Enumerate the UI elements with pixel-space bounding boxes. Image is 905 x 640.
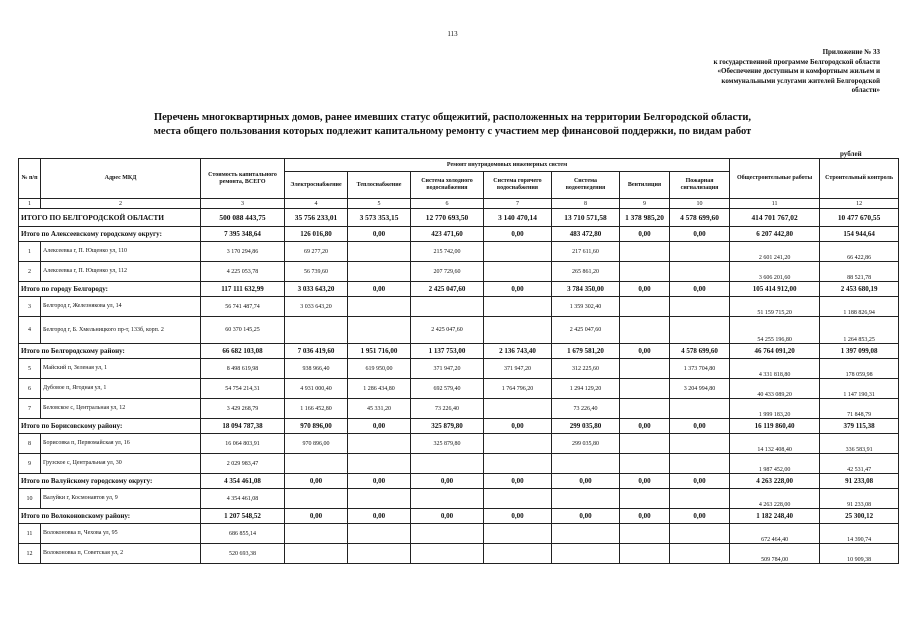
row-value [348,489,411,509]
row-number: 3 [19,297,41,317]
group-total-value: 66 682 103,08 [201,344,285,359]
row-address: Алексеевка г, П. Ющенко ул, 112 [41,262,201,282]
row-value: 42 531,47 [820,454,899,474]
table-row [19,454,899,474]
row-address: Алексеевка г, П. Ющенко ул, 110 [41,242,201,262]
row-value: 1 373 704,80 [670,359,730,379]
row-value: 4 354 461,08 [201,489,285,509]
row-value: 1 987 452,00 [730,454,820,474]
row-value: 16 064 803,91 [201,434,285,454]
row-value: 3 429 268,79 [201,399,285,419]
row-address: Майский п, Зеленая ул, 1 [41,359,201,379]
appendix-line: области» [851,86,880,94]
row-value: 619 950,00 [348,359,411,379]
table-row [19,242,899,262]
grand-total-label: ИТОГО ПО БЕЛГОРОДСКОЙ ОБЛАСТИ [19,209,201,227]
row-value: 4 331 818,80 [730,359,820,379]
group-total-value: 7 036 419,60 [285,344,348,359]
column-number: 6 [411,199,484,209]
houses-table [18,158,899,564]
group-total-value: 25 300,12 [820,509,899,524]
row-value: 3 606 201,60 [730,262,820,282]
row-value: 686 855,14 [201,524,285,544]
group-total-label: Итого по Борисовскому району: [19,419,201,434]
group-total-value: 6 207 442,80 [730,227,820,242]
row-value: 4 931 000,40 [285,379,348,399]
row-value [411,297,484,317]
row-value: 1 359 302,40 [552,297,620,317]
group-total-value: 0,00 [484,282,552,297]
group-total-value: 0,00 [552,474,620,489]
header-vent: Вентиляция [620,172,670,199]
group-total-value: 7 395 348,64 [201,227,285,242]
row-value: 45 331,20 [348,399,411,419]
group-total-value: 0,00 [670,282,730,297]
column-number: 3 [201,199,285,209]
row-number: 12 [19,544,41,564]
group-total-value: 4 354 461,08 [201,474,285,489]
grand-total-value: 10 477 670,55 [820,209,899,227]
row-value: 71 848,79 [820,399,899,419]
row-value [484,544,552,564]
row-value: 1 764 796,20 [484,379,552,399]
group-total-value: 1 397 099,08 [820,344,899,359]
group-total-value: 299 035,80 [552,419,620,434]
group-total-value: 0,00 [348,419,411,434]
column-number: 4 [285,199,348,209]
row-number: 5 [19,359,41,379]
row-value: 371 947,20 [484,359,552,379]
header-general-works: Общестроительные работы [730,159,820,199]
row-value [348,524,411,544]
group-total-row [19,227,899,242]
group-total-row [19,509,899,524]
row-value [620,297,670,317]
row-value: 1 286 434,80 [348,379,411,399]
row-number: 11 [19,524,41,544]
column-number: 12 [820,199,899,209]
table-row [19,379,899,399]
row-value: 2 425 047,60 [411,317,484,344]
grand-total-value: 3 573 353,15 [348,209,411,227]
column-number-row [19,199,899,209]
row-value: 1 188 826,94 [820,297,899,317]
row-value [620,359,670,379]
row-value: 1 264 853,25 [820,317,899,344]
row-value [552,544,620,564]
group-total-value: 0,00 [348,227,411,242]
row-value: 217 611,60 [552,242,620,262]
row-value [552,524,620,544]
group-total-value: 1 951 716,00 [348,344,411,359]
row-value [620,242,670,262]
row-value: 178 059,98 [820,359,899,379]
table-row [19,489,899,509]
column-number: 2 [41,199,201,209]
appendix-line: к государственной программе Белгородской области [713,57,880,66]
row-value [670,489,730,509]
group-total-value: 4 578 699,60 [670,344,730,359]
row-value [348,262,411,282]
row-value: 2 601 241,20 [730,242,820,262]
group-total-value: 0,00 [620,474,670,489]
row-value [484,454,552,474]
column-number: 7 [484,199,552,209]
table-row [19,524,899,544]
row-value: 672 464,40 [730,524,820,544]
group-total-value: 0,00 [285,474,348,489]
row-value [552,454,620,474]
row-address: Беловское с, Центральная ул, 12 [41,399,201,419]
row-value: 2 029 983,47 [201,454,285,474]
header-control: Строительный контроль [820,159,899,199]
table-row [19,399,899,419]
row-value: 325 879,80 [411,434,484,454]
group-total-value: 0,00 [620,419,670,434]
row-value [620,524,670,544]
row-number: 10 [19,489,41,509]
table-row [19,262,899,282]
row-value [670,262,730,282]
group-total-label: Итого по Белгородскому району: [19,344,201,359]
title-line: Перечень многоквартирных домов, ранее имевших статус общежитий, расположенных на территории Белгородской области, [153,112,752,123]
grand-total-value: 35 756 233,01 [285,209,348,227]
column-number: 10 [670,199,730,209]
group-total-row [19,474,899,489]
group-total-value: 0,00 [348,509,411,524]
row-value [670,242,730,262]
group-total-label: Итого по Волоконовскому району: [19,509,201,524]
grand-total-value: 500 088 443,75 [201,209,285,227]
header-cost-total: Стоимость капитального ремонта, ВСЕГО [201,159,285,199]
row-value [670,399,730,419]
group-total-value: 483 472,80 [552,227,620,242]
row-value: 88 521,78 [820,262,899,282]
row-value [484,524,552,544]
grand-total-value: 4 578 699,60 [670,209,730,227]
row-value [670,544,730,564]
row-value: 3 170 294,86 [201,242,285,262]
table-row [19,359,899,379]
page-number: 113 [447,30,458,38]
row-value: 4 263 228,00 [730,489,820,509]
header-heat: Теплоснабжение [348,172,411,199]
row-value: 73 226,40 [552,399,620,419]
row-value: 51 159 715,20 [730,297,820,317]
row-value [620,399,670,419]
row-value: 970 896,00 [285,434,348,454]
row-value [348,317,411,344]
row-value: 3 204 994,80 [670,379,730,399]
row-address: Волоконовка п, Советская ул, 2 [41,544,201,564]
row-value [620,489,670,509]
grand-total-value: 13 710 571,58 [552,209,620,227]
header-hot-water: Система горячего водоснабжения [484,172,552,199]
group-total-value: 0,00 [285,509,348,524]
group-total-value: 1 182 248,40 [730,509,820,524]
group-total-value: 18 094 787,38 [201,419,285,434]
group-total-value: 0,00 [348,474,411,489]
header-num: № п/п [19,159,41,199]
row-value: 73 226,40 [411,399,484,419]
row-value [484,399,552,419]
group-total-value: 0,00 [484,227,552,242]
group-total-value: 0,00 [411,474,484,489]
group-total-value: 0,00 [484,419,552,434]
grand-total-value: 1 378 985,20 [620,209,670,227]
row-address: Валуйки г, Космонавтов ул, 9 [41,489,201,509]
row-value [484,434,552,454]
group-total-row [19,344,899,359]
group-total-value: 0,00 [348,282,411,297]
grand-total-value: 3 140 470,14 [484,209,552,227]
group-total-value: 0,00 [620,227,670,242]
column-number: 9 [620,199,670,209]
row-value [411,454,484,474]
row-value [670,297,730,317]
grand-total-value: 414 701 767,02 [730,209,820,227]
row-value: 91 233,08 [820,489,899,509]
row-value: 8 498 619,98 [201,359,285,379]
document-title [0,111,905,139]
header-electro: Электроснабжение [285,172,348,199]
group-total-value: 0,00 [670,419,730,434]
group-total-value: 1 679 581,20 [552,344,620,359]
row-value [348,242,411,262]
group-total-value: 2 136 743,40 [484,344,552,359]
header-engineering: Ремонт внутридомовых инженерных систем [285,159,730,172]
row-value: 336 583,91 [820,434,899,454]
group-total-value: 379 115,38 [820,419,899,434]
row-value [670,454,730,474]
column-number: 8 [552,199,620,209]
row-address: Грузское с, Центральная ул, 30 [41,454,201,474]
group-total-label: Итого по Валуйскому городскому округу: [19,474,201,489]
table-row [19,544,899,564]
column-number: 5 [348,199,411,209]
row-value [285,489,348,509]
row-value [620,434,670,454]
row-value [348,297,411,317]
header-fire: Пожарная сигнализация [670,172,730,199]
group-total-value: 0,00 [620,344,670,359]
row-value [285,317,348,344]
row-value [620,379,670,399]
row-value [620,454,670,474]
group-total-value: 154 944,64 [820,227,899,242]
row-value: 1 999 183,20 [730,399,820,419]
row-value [285,524,348,544]
group-total-value: 0,00 [484,474,552,489]
row-number: 7 [19,399,41,419]
group-total-value: 3 784 350,00 [552,282,620,297]
group-total-value: 46 764 091,20 [730,344,820,359]
row-value [411,524,484,544]
row-number: 4 [19,317,41,344]
appendix-line: коммунальными услугами жителей Белгородской [721,76,880,85]
appendix-line: Приложение № 33 [822,48,880,56]
row-number: 6 [19,379,41,399]
group-total-value: 1 207 548,52 [201,509,285,524]
row-value [670,317,730,344]
row-value [670,524,730,544]
group-total-value: 0,00 [620,509,670,524]
group-total-value: 105 414 912,00 [730,282,820,297]
row-address: Волоконовка п, Чехова ул, 95 [41,524,201,544]
row-value [411,544,484,564]
row-value: 14 390,74 [820,524,899,544]
grand-total-row [19,209,899,227]
group-total-value: 0,00 [670,227,730,242]
row-value: 10 909,38 [820,544,899,564]
row-value: 299 035,80 [552,434,620,454]
group-total-label: Итого по городу Белгороду: [19,282,201,297]
row-value: 54 754 214,31 [201,379,285,399]
row-number: 2 [19,262,41,282]
units-label: рублей [840,150,862,158]
group-total-value: 0,00 [670,509,730,524]
row-address: Дубовое п, Ягодная ул, 1 [41,379,201,399]
group-total-value: 0,00 [411,509,484,524]
table-row [19,317,899,344]
row-value: 56 741 487,74 [201,297,285,317]
row-value [620,262,670,282]
header-sewer: Система водоотведения [552,172,620,199]
group-total-value: 91 233,08 [820,474,899,489]
group-total-value: 117 111 632,99 [201,282,285,297]
row-value: 54 255 196,80 [730,317,820,344]
group-total-value: 2 425 047,60 [411,282,484,297]
group-total-value: 423 471,60 [411,227,484,242]
grand-total-value: 12 770 693,50 [411,209,484,227]
group-total-label: Итого по Алексеевскому городскому округу: [19,227,201,242]
row-value [348,434,411,454]
column-number: 11 [730,199,820,209]
row-value [552,489,620,509]
row-value: 509 784,00 [730,544,820,564]
row-value: 312 225,60 [552,359,620,379]
header-address: Адрес МКД [41,159,201,199]
row-value: 66 422,86 [820,242,899,262]
table-body [19,199,899,564]
row-value: 14 132 408,40 [730,434,820,454]
row-number: 9 [19,454,41,474]
row-value [670,434,730,454]
row-value: 215 742,00 [411,242,484,262]
row-number: 8 [19,434,41,454]
row-value [285,544,348,564]
row-value [484,297,552,317]
row-value: 2 425 047,60 [552,317,620,344]
row-value: 4 225 053,78 [201,262,285,282]
row-value [348,454,411,474]
row-value [620,544,670,564]
row-value [411,489,484,509]
row-value: 3 033 643,20 [285,297,348,317]
row-value: 520 693,38 [201,544,285,564]
group-total-value: 0,00 [484,509,552,524]
row-value [620,317,670,344]
appendix-header [640,48,880,96]
row-value: 207 729,60 [411,262,484,282]
title-line: места общего пользования которых подлежит капитальному ремонту с участием мер финансовой поддержки, по видам работ [153,126,752,137]
row-value: 265 861,20 [552,262,620,282]
group-total-row [19,419,899,434]
group-total-value: 126 016,80 [285,227,348,242]
group-total-row [19,282,899,297]
row-value: 1 166 452,80 [285,399,348,419]
table-row [19,434,899,454]
header-cold-water: Система холодного водоснабжения [411,172,484,199]
row-value: 1 294 129,20 [552,379,620,399]
group-total-value: 3 033 643,20 [285,282,348,297]
row-value [484,262,552,282]
row-value: 69 277,20 [285,242,348,262]
group-total-value: 0,00 [552,509,620,524]
column-number: 1 [19,199,41,209]
row-address: Белгород г, Б. Хмельницкого пр-т, 133б, корп. 2 [41,317,201,344]
row-value [348,544,411,564]
row-value: 1 147 190,31 [820,379,899,399]
row-value [484,242,552,262]
row-value [484,317,552,344]
group-total-value: 2 453 680,19 [820,282,899,297]
row-value: 60 370 145,25 [201,317,285,344]
row-number: 1 [19,242,41,262]
group-total-value: 0,00 [620,282,670,297]
row-value: 56 739,60 [285,262,348,282]
table-row [19,297,899,317]
group-total-value: 325 879,80 [411,419,484,434]
group-total-value: 4 263 228,00 [730,474,820,489]
row-value [484,489,552,509]
group-total-value: 16 119 860,40 [730,419,820,434]
appendix-line: «Обеспечение доступным и комфортным жильем и [717,67,880,75]
group-total-value: 970 896,00 [285,419,348,434]
row-value: 371 947,20 [411,359,484,379]
row-value: 40 433 089,20 [730,379,820,399]
row-address: Белгород г, Железнякова ул, 14 [41,297,201,317]
group-total-value: 1 137 753,00 [411,344,484,359]
row-value: 692 579,40 [411,379,484,399]
row-value: 938 966,40 [285,359,348,379]
row-value [285,454,348,474]
group-total-value: 0,00 [670,474,730,489]
row-address: Борисовка п, Первомайская ул, 16 [41,434,201,454]
